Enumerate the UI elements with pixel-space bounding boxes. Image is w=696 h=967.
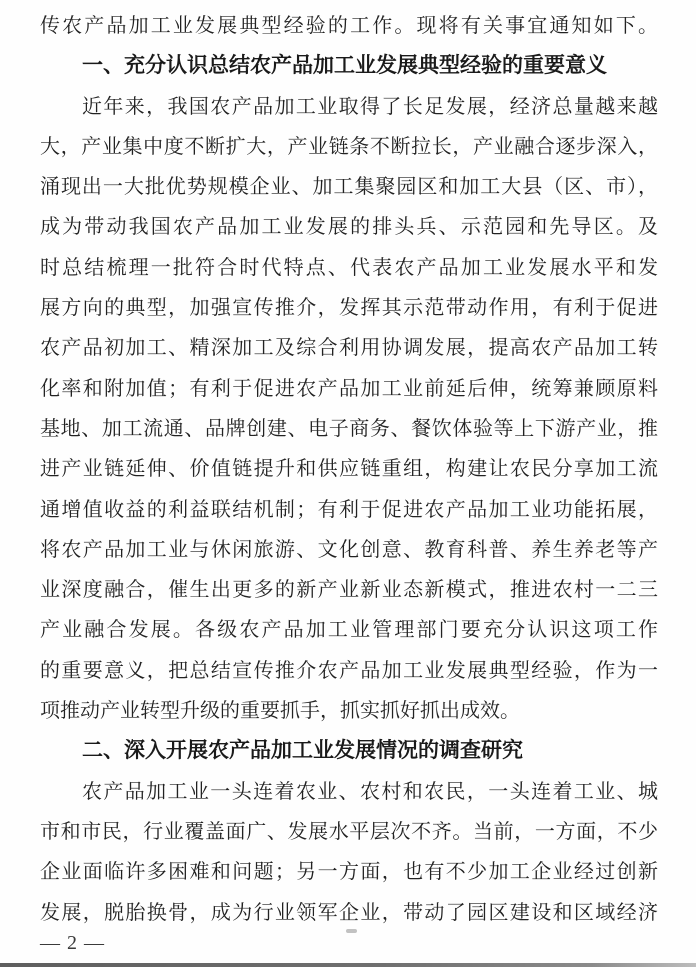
document-line: 企业面临许多困难和问题；另一方面，也有不少加工企业经过创新 (40, 861, 658, 884)
page-number: — 2 — (40, 932, 105, 954)
document-line: 业深度融合，催生出更多的新产业新业态新模式，推进农村一二三 (40, 579, 658, 602)
document-line: 成为带动我国农产品加工业发展的排头兵、示范园和先导区。及 (40, 216, 658, 239)
scan-artifact-speck (346, 929, 357, 933)
document-line: 时总结梳理一批符合时代特点、代表农产品加工业发展水平和发 (40, 256, 658, 279)
section-heading: 一、充分认识总结农产品加工业发展典型经验的重要意义 (82, 54, 607, 78)
document-line: 展方向的典型，加强宣传推介，发挥其示范带动作用，有利于促进 (40, 297, 658, 320)
scan-artifact-bottom-edge (0, 963, 696, 967)
document-line: 大，产业集中度不断扩大，产业链条不断拉长，产业融合逐步深入， (40, 135, 658, 158)
document-line: 传农产品加工业发展典型经验的工作。现将有关事宜通知如下。 (40, 15, 658, 37)
document-line: 涌现出一大批优势规模企业、加工集聚园区和加工大县（区、市）， (40, 176, 658, 199)
document-body (40, 6, 658, 933)
document-line: 项推动产业转型升级的重要抓手，抓实抓好抓出成效。 (40, 700, 520, 723)
document-line: 农产品初加工、精深加工及综合利用协调发展，提高农产品加工转 (40, 337, 658, 360)
document-line: 发展，脱胎换骨，成为行业领军企业，带动了园区建设和区域经济 (40, 901, 658, 924)
document-line: 化率和附加值；有利于促进农产品加工业前延后伸，统筹兼顾原料 (40, 377, 658, 400)
document-line: 市和市民，行业覆盖面广、发展水平层次不齐。当前，一方面，不少 (40, 820, 658, 843)
document-line: 将农产品加工业与休闲旅游、文化创意、教育科普、养生养老等产 (40, 538, 658, 561)
document-line: 近年来，我国农产品加工业取得了长足发展，经济总量越来越 (82, 95, 658, 118)
document-line: 产业融合发展。各级农产品加工业管理部门要充分认识这项工作 (40, 619, 658, 642)
document-line: 农产品加工业一头连着农业、农村和农民，一头连着工业、城 (82, 780, 658, 803)
document-line: 进产业链延伸、价值链提升和供应链重组，构建让农民分享加工流 (40, 458, 658, 481)
document-line: 基地、加工流通、品牌创建、电子商务、餐饮体验等上下游产业，推 (40, 417, 658, 440)
document-line: 的重要意义，把总结宣传推介农产品加工业发展典型经验，作为一 (40, 659, 658, 682)
section-heading: 二、深入开展农产品加工业发展情况的调查研究 (82, 739, 523, 763)
document-line: 通增值收益的利益联结机制；有利于促进农产品加工业功能拓展， (40, 498, 658, 521)
